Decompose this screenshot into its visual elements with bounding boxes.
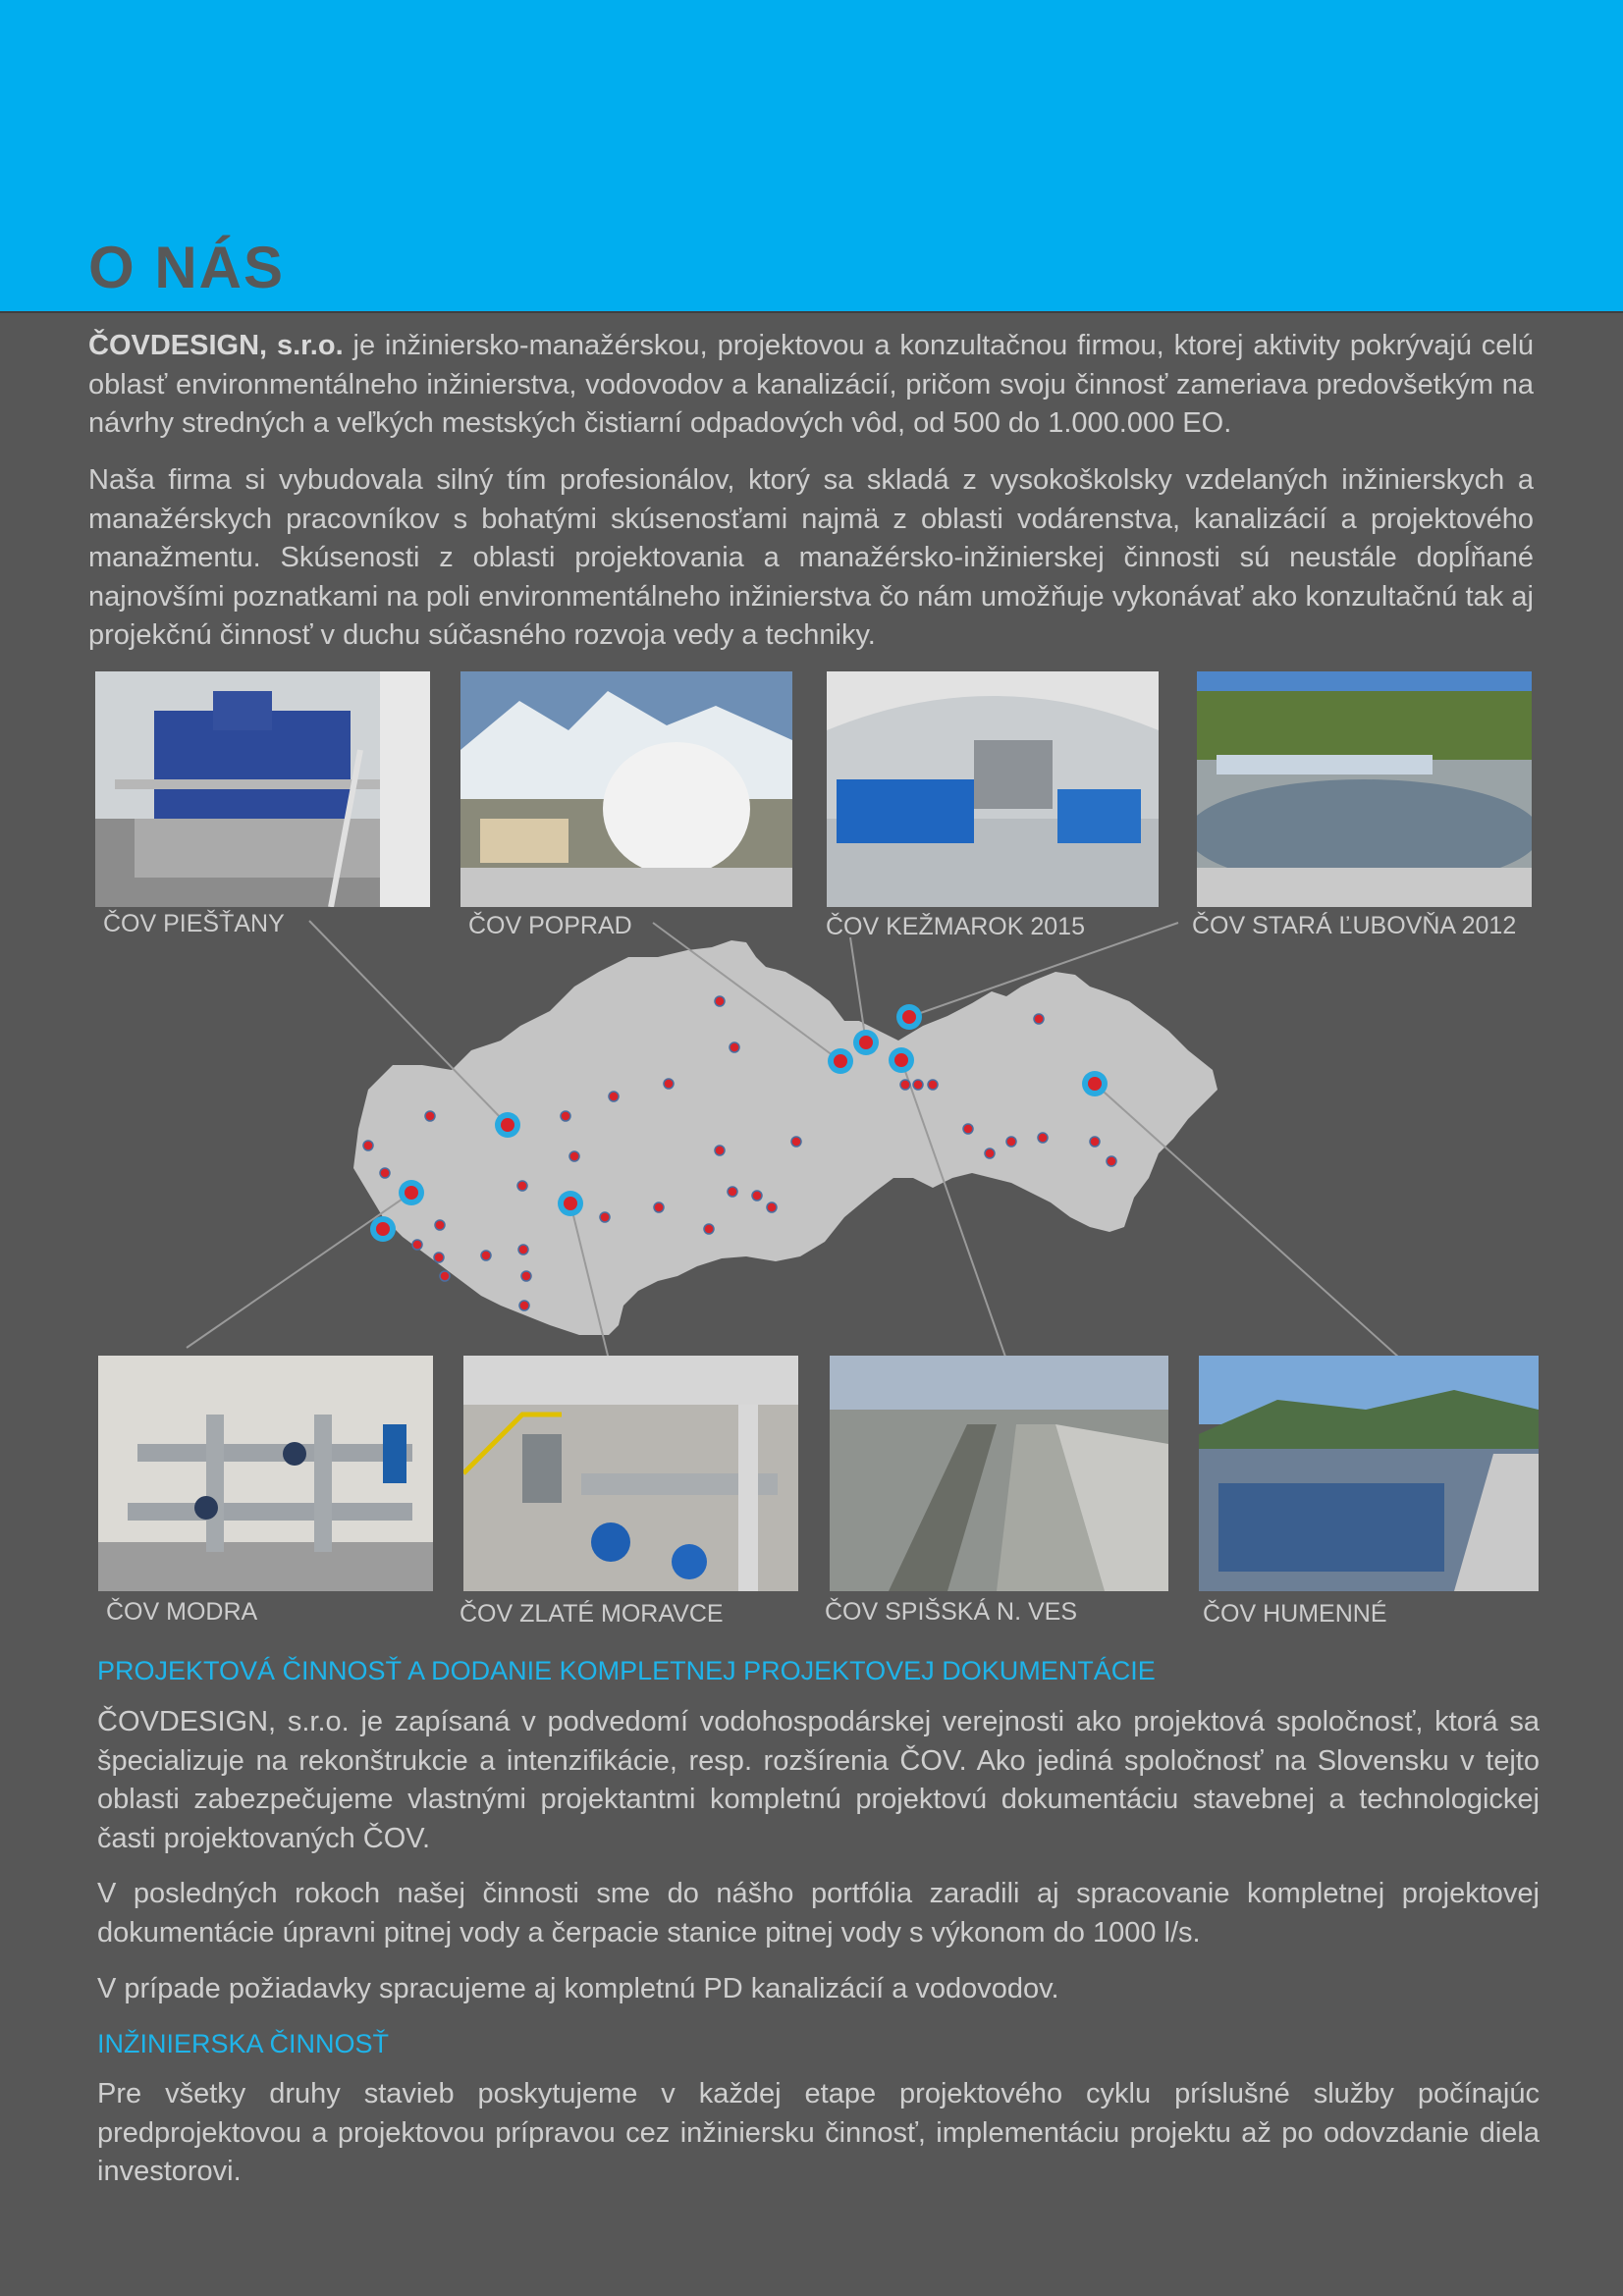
plant-marker [1034,1014,1044,1024]
leader-line [1095,1084,1399,1358]
highlight-marker-ring [1082,1071,1108,1096]
leader-line [850,937,866,1042]
highlight-marker-ring [370,1216,396,1242]
plant-marker [600,1212,610,1222]
highlight-marker [405,1186,418,1200]
section-heading-project: PROJEKTOVÁ ČINNOSŤ A DODANIE KOMPLETNEJ PROJEKTOVEJ DOKUMENTÁCIE [97,1656,1156,1685]
highlight-marker [501,1118,514,1132]
plant-marker [521,1271,531,1281]
plant-marker [380,1168,390,1178]
plant-marker [767,1202,777,1212]
plant-marker [425,1111,435,1121]
plant-marker [791,1137,801,1147]
highlight-marker [894,1053,908,1067]
plant-marker [654,1202,664,1212]
highlight-marker-ring [828,1048,853,1074]
caption-spisska-nova-ves: ČOV SPIŠSKÁ N. VES [825,1598,1078,1626]
project-paragraph-2: V posledných rokoch našej činnosti sme do nášho portfólia zaradili aj spracovanie kompletnej projektovej dokumentácie úpravni pitnej vody a čerpacie stanice pitnej vody s výkonom do 1000 l/s. [97,1878,1540,1949]
photo-stara-lubovna [1197,671,1532,907]
plant-marker [752,1191,762,1201]
plant-marker [1006,1137,1016,1147]
caption-kezmarok: ČOV KEŽMAROK 2015 [826,913,1085,940]
intro-paragraph-2: Naša firma si vybudovala silný tím profesionálov, ktorý sa skladá z vysokoškolsky vzdelaných inžinierskych a manažérskych pracovníkov s bohatými skúsenosťami najmä z oblasti vodárenstva, kanalizácií a projektového manažmentu. Skúsenosti z oblasti projektovania a manažérsko-inžinierskej činnosti sú neustále dopĺňané najnovšími poznatkami na poli environmentálneho inžinierstva čo nám umožňuje vykonávať ako konzultačnú tak aj projekčnú činnosť v duchu súčasného rozvoja vedy a techniky. [88,464,1534,651]
plant-marker [561,1111,570,1121]
plant-marker [435,1220,445,1230]
leader-line [653,923,840,1061]
caption-modra: ČOV MODRA [106,1598,258,1626]
caption-humenne: ČOV HUMENNÉ [1203,1600,1387,1628]
photo-kezmarok [827,671,1159,907]
plant-marker [519,1301,529,1310]
highlight-marker [859,1036,873,1049]
plant-marker [1107,1156,1116,1166]
highlight-marker-ring [889,1047,914,1073]
engineering-paragraph-1: Pre všetky druhy stavieb poskytujeme v každej etape projektového cyklu príslušné služby počínajúc predprojektovou a projektovou prípravou cez inžiniersku činnosť, implementáciu projektu až po odovzdanie diela investorovi. [97,2078,1540,2187]
plant-marker [664,1079,674,1089]
slovakia-map-shape [353,940,1217,1335]
plant-marker [913,1080,923,1090]
intro-paragraph-1-text: je inžiniersko-manažérskou, projektovou a konzultačnou firmou, ktorej aktivity pokrývajú celú oblasť environmentálneho inžinierstva, vodovodov a kanalizácií, pričom svoju činnosť zameriava predovšetkým na návrhy stredných a veľkých mestských čistiarní odpadových vôd, od 500 do 1.000.000 EO. [88,330,1534,439]
section-heading-engineering: INŽINIERSKA ČINNOSŤ [97,2029,390,2058]
plant-marker [704,1224,714,1234]
plant-marker [715,996,725,1006]
plant-marker [1038,1133,1048,1143]
plant-marker [928,1080,938,1090]
caption-stara-lubovna: ČOV STARÁ ĽUBOVŇA 2012 [1192,912,1517,939]
highlight-marker [902,1010,916,1024]
plant-marker [517,1181,527,1191]
plant-marker [440,1271,450,1281]
highlight-marker-ring [896,1004,922,1030]
plant-marker [985,1148,995,1158]
leader-line [187,1193,411,1348]
photo-spisska-nova-ves [830,1356,1168,1591]
project-paragraph-3: V prípade požiadavky spracujeme aj kompletnú PD kanalizácií a vodovodov. [97,1973,1059,2004]
plant-marker [963,1124,973,1134]
caption-piestany: ČOV PIEŠŤANY [103,910,285,937]
highlight-marker [564,1197,577,1210]
photo-humenne [1199,1356,1539,1591]
highlight-marker [1088,1077,1102,1091]
plant-marker [728,1187,737,1197]
highlight-marker [376,1222,390,1236]
company-name: ČOVDESIGN, s.r.o. [88,330,344,361]
plant-marker [1090,1137,1100,1147]
plant-marker [900,1080,910,1090]
plant-marker [518,1245,528,1255]
caption-poprad: ČOV POPRAD [468,912,632,939]
leader-line [309,921,508,1125]
leader-line [570,1203,609,1360]
plant-marker [412,1240,422,1250]
leader-line [901,1060,1006,1360]
photo-piestany [95,671,430,907]
photo-zlate-moravce [463,1356,798,1591]
highlight-marker-ring [399,1180,424,1205]
page-title: O NÁS [88,235,286,300]
intro-paragraph-1 [88,327,1534,444]
plant-marker [609,1092,619,1101]
plant-marker [569,1151,579,1161]
highlight-marker-ring [495,1112,520,1138]
plant-marker [730,1042,739,1052]
project-paragraph-1: ČOVDESIGN, s.r.o. je zapísaná v podvedomí vodohospodárskej verejnosti ako projektová spoločnosť, ktorá sa špecializuje na rekonštrukcie a intenzifikácie, resp. rozšírenia ČOV. Ako jediná spoločnosť na Slovensku v tejto oblasti zabezpečujeme vlastnými projektantmi kompletnú projektovú dokumentáciu stavebnej a technologickej časti projektovaných ČOV. [97,1706,1540,1854]
photo-modra [98,1356,433,1591]
highlight-marker [834,1054,847,1068]
caption-zlate-moravce: ČOV ZLATÉ MORAVCE [460,1600,724,1628]
highlight-marker-ring [558,1191,583,1216]
plant-marker [434,1253,444,1262]
photo-poprad [460,671,792,907]
plant-marker [715,1146,725,1155]
plant-marker [481,1251,491,1260]
plant-marker [363,1141,373,1150]
highlight-marker-ring [853,1030,879,1055]
